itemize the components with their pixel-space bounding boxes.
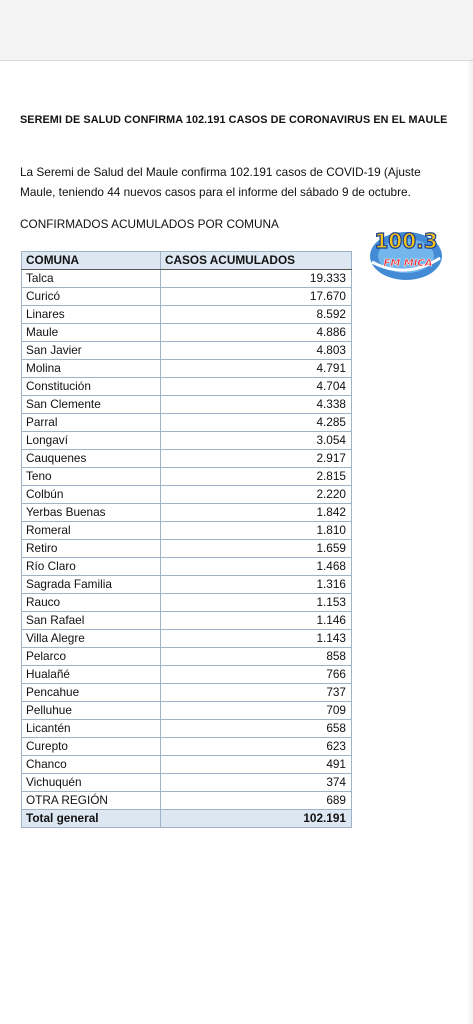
- comuna-cell: Rauco: [22, 594, 161, 612]
- top-bar: [0, 0, 473, 61]
- comuna-cell: Molina: [22, 360, 161, 378]
- table-row: [22, 612, 352, 630]
- radio-logo: [366, 222, 446, 286]
- table-row: [22, 450, 352, 468]
- comuna-cell: Constitución: [22, 378, 161, 396]
- table-row: [22, 540, 352, 558]
- comuna-cell: Río Claro: [22, 558, 161, 576]
- intro-paragraph: [20, 162, 421, 202]
- table-row: [22, 288, 352, 306]
- casos-cell: 2.917: [161, 450, 352, 468]
- table-row: [22, 774, 352, 792]
- casos-cell: 858: [161, 648, 352, 666]
- casos-cell: 3.054: [161, 432, 352, 450]
- casos-cell: 1.143: [161, 630, 352, 648]
- header-comuna: COMUNA: [22, 252, 161, 270]
- table-row: [22, 432, 352, 450]
- comuna-cell: Curicó: [22, 288, 161, 306]
- table-row: [22, 702, 352, 720]
- comuna-cell: Maule: [22, 324, 161, 342]
- table-row: [22, 486, 352, 504]
- comuna-cell: Linares: [22, 306, 161, 324]
- casos-cell: 1.316: [161, 576, 352, 594]
- comuna-cell: San Javier: [22, 342, 161, 360]
- comuna-cell: Curepto: [22, 738, 161, 756]
- casos-cell: 2.220: [161, 486, 352, 504]
- comuna-cell: Yerbas Buenas: [22, 504, 161, 522]
- comuna-cell: Longaví: [22, 432, 161, 450]
- logo-number: 100.3: [374, 229, 438, 253]
- headline: SEREMI DE SALUD CONFIRMA 102.191 CASOS DE CORONAVIRUS EN EL MAULE: [20, 114, 448, 126]
- table-row: [22, 666, 352, 684]
- table-row: [22, 414, 352, 432]
- cases-table: [21, 251, 352, 828]
- table-row: [22, 558, 352, 576]
- table-row: [22, 342, 352, 360]
- casos-cell: 4.791: [161, 360, 352, 378]
- casos-cell: 4.704: [161, 378, 352, 396]
- page-edge-shadow: [467, 60, 473, 1024]
- table-row: [22, 630, 352, 648]
- comuna-cell: Chanco: [22, 756, 161, 774]
- casos-cell: 374: [161, 774, 352, 792]
- comuna-cell: Licantén: [22, 720, 161, 738]
- casos-cell: 737: [161, 684, 352, 702]
- table-row: [22, 522, 352, 540]
- casos-cell: 1.810: [161, 522, 352, 540]
- comuna-cell: Pelluhue: [22, 702, 161, 720]
- table-row: [22, 306, 352, 324]
- total-value: 102.191: [161, 810, 352, 828]
- table-row: [22, 594, 352, 612]
- header-casos: CASOS ACUMULADOS: [161, 252, 352, 270]
- casos-cell: 4.803: [161, 342, 352, 360]
- casos-cell: 17.670: [161, 288, 352, 306]
- comuna-cell: Parral: [22, 414, 161, 432]
- comuna-cell: Sagrada Familia: [22, 576, 161, 594]
- total-label: Total general: [22, 810, 161, 828]
- table-row: [22, 756, 352, 774]
- comuna-cell: Vichuquén: [22, 774, 161, 792]
- casos-cell: 623: [161, 738, 352, 756]
- casos-cell: 658: [161, 720, 352, 738]
- comuna-cell: Retiro: [22, 540, 161, 558]
- table-row: [22, 792, 352, 810]
- table-row: [22, 270, 352, 288]
- casos-cell: 4.285: [161, 414, 352, 432]
- casos-cell: 1.842: [161, 504, 352, 522]
- table-row: [22, 360, 352, 378]
- table-header-row: [22, 252, 352, 270]
- intro-line-1: La Seremi de Salud del Maule confirma 102.191 casos de COVID-19 (Ajuste: [20, 165, 421, 179]
- comuna-cell: OTRA REGIÓN: [22, 792, 161, 810]
- comuna-cell: Colbún: [22, 486, 161, 504]
- table-row: [22, 396, 352, 414]
- table-row: [22, 504, 352, 522]
- casos-cell: 8.592: [161, 306, 352, 324]
- comuna-cell: Talca: [22, 270, 161, 288]
- table-row: [22, 648, 352, 666]
- casos-cell: 1.153: [161, 594, 352, 612]
- intro-line-2: Maule, teniendo 44 nuevos casos para el informe del sábado 9 de octubre.: [20, 185, 411, 199]
- comuna-cell: Pencahue: [22, 684, 161, 702]
- table-row: [22, 468, 352, 486]
- comuna-cell: Villa Alegre: [22, 630, 161, 648]
- table-row: [22, 684, 352, 702]
- casos-cell: 4.338: [161, 396, 352, 414]
- table-row: [22, 576, 352, 594]
- logo-brand: FM MICA: [383, 258, 433, 269]
- casos-cell: 1.659: [161, 540, 352, 558]
- table-subtitle: CONFIRMADOS ACUMULADOS POR COMUNA: [20, 217, 279, 231]
- comuna-cell: Cauquenes: [22, 450, 161, 468]
- table-row: [22, 720, 352, 738]
- table-row: [22, 324, 352, 342]
- casos-cell: 4.886: [161, 324, 352, 342]
- casos-cell: 491: [161, 756, 352, 774]
- casos-cell: 689: [161, 792, 352, 810]
- casos-cell: 766: [161, 666, 352, 684]
- total-row: [22, 810, 352, 828]
- casos-cell: 709: [161, 702, 352, 720]
- table-row: [22, 378, 352, 396]
- casos-cell: 19.333: [161, 270, 352, 288]
- comuna-cell: Teno: [22, 468, 161, 486]
- comuna-cell: San Rafael: [22, 612, 161, 630]
- comuna-cell: Hualañé: [22, 666, 161, 684]
- casos-cell: 2.815: [161, 468, 352, 486]
- comuna-cell: San Clemente: [22, 396, 161, 414]
- casos-cell: 1.146: [161, 612, 352, 630]
- table-row: [22, 738, 352, 756]
- casos-cell: 1.468: [161, 558, 352, 576]
- comuna-cell: Romeral: [22, 522, 161, 540]
- comuna-cell: Pelarco: [22, 648, 161, 666]
